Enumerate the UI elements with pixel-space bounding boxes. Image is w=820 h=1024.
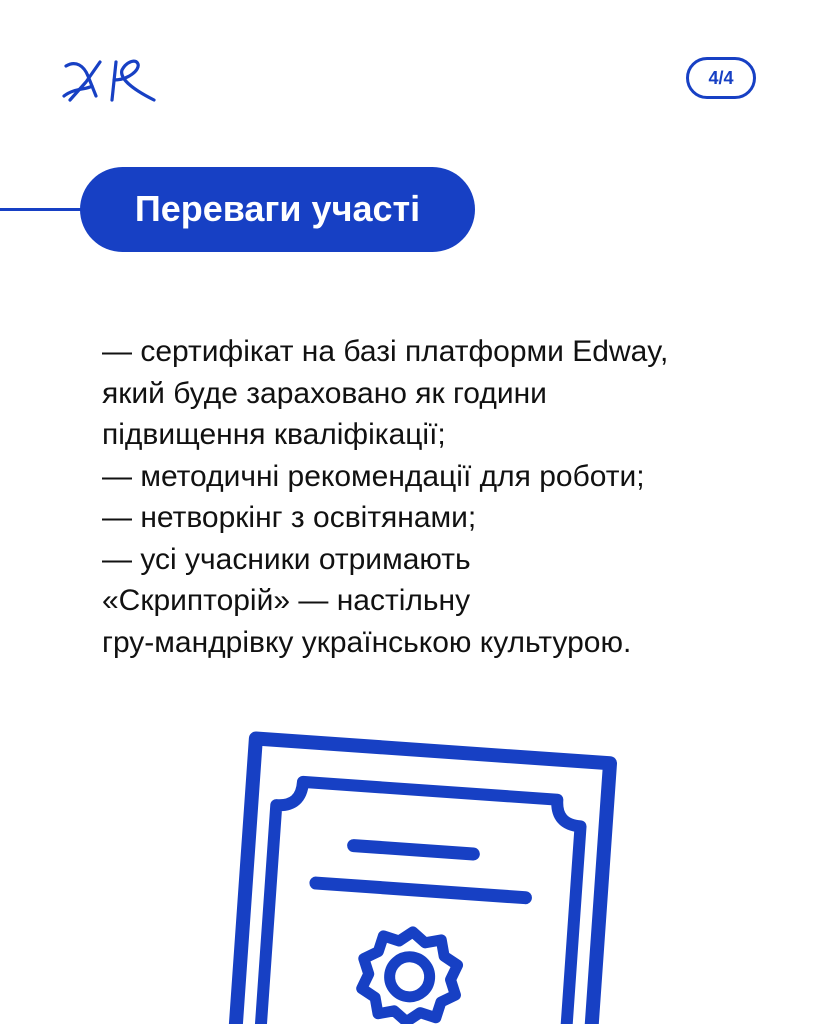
benefits-list (102, 331, 802, 663)
benefit-line: який буде зараховано як години (102, 376, 547, 410)
logo-icon (62, 56, 158, 106)
benefit-line: — методичні рекомендації для роботи; (102, 459, 645, 493)
certificate-icon (200, 720, 630, 1024)
benefit-line: гру-мандрівку українською культурою. (102, 625, 632, 659)
benefit-line: — усі учасники отримають (102, 542, 471, 576)
benefit-line: підвищення кваліфікації; (102, 418, 446, 451)
section-title: Переваги участі (80, 167, 475, 252)
page-counter: 4/4 (686, 57, 756, 99)
benefit-line: «Скрипторій» — настільну (102, 584, 471, 617)
benefit-line: — нетворкінг з освітянами; (102, 501, 477, 534)
benefit-line: — сертифікат на базі платформи Edway, (102, 335, 669, 368)
